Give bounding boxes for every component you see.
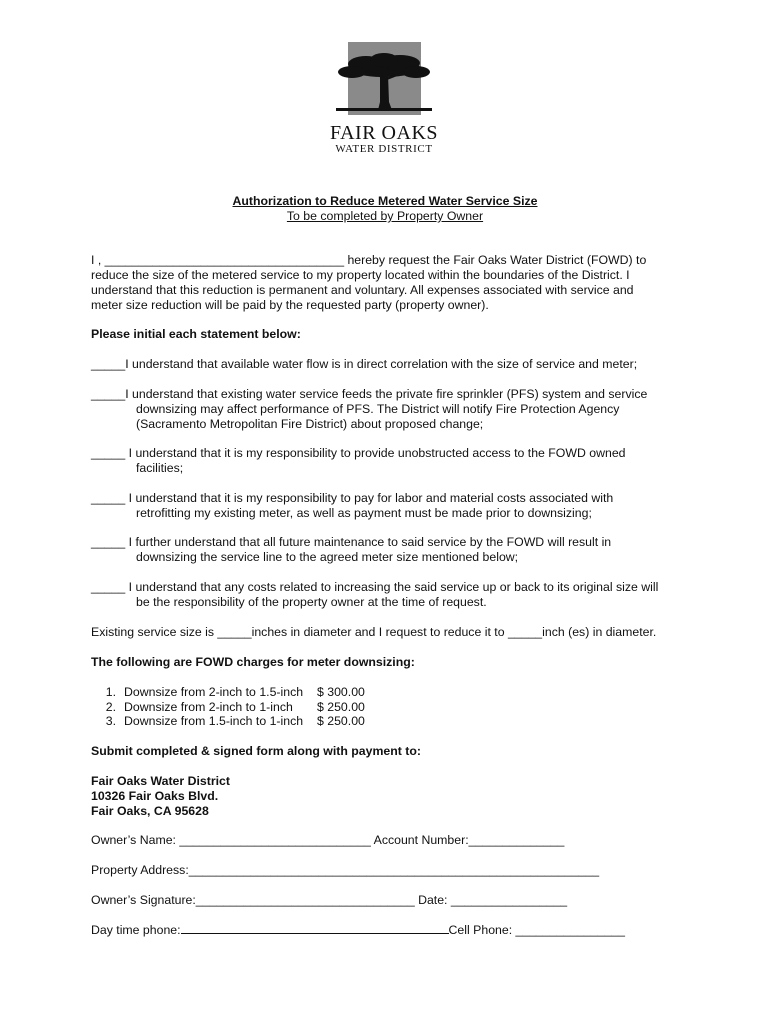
form-title: Authorization to Reduce Metered Water Service Size	[232, 194, 538, 208]
submit-heading: Submit completed & signed form along with payment to:	[91, 744, 421, 758]
address-line-1: Fair Oaks Water District	[91, 774, 230, 788]
intro-line-1: I , ___________________________________ hereby request the Fair Oaks Water District (FOWD) to	[91, 253, 647, 267]
statement-4-line-2: retrofitting my existing meter, as well as payment must be made prior to downsizing;	[136, 506, 592, 520]
property-address-field[interactable]: Property Address:____________________________________________________________	[91, 863, 600, 877]
statement-5-line-1: _____ I further understand that all future maintenance to said service by the FOWD will result in	[91, 535, 612, 549]
charge-price: $ 250.00	[317, 700, 365, 714]
fair-oaks-logo	[322, 42, 446, 162]
day-phone-label: Day time phone:	[91, 923, 181, 937]
charges-heading: The following are FOWD charges for meter downsizing:	[91, 655, 415, 669]
owner-signature-field[interactable]: Owner’s Signature:________________________________ Date: _________________	[91, 893, 568, 907]
statement-4-line-1: _____ I understand that it is my responsibility to pay for labor and material costs associated with	[91, 491, 614, 505]
charge-label: Downsize from 1.5-inch to 1-inch	[124, 714, 304, 728]
charge-price: $ 250.00	[317, 714, 365, 728]
form-subtitle: To be completed by Property Owner	[286, 209, 484, 223]
day-phone-input-line[interactable]	[181, 923, 449, 934]
charge-label: Downsize from 2-inch to 1.5-inch	[124, 685, 304, 699]
charge-label: Downsize from 2-inch to 1-inch	[124, 700, 293, 714]
statement-3-line-1: _____ I understand that it is my responsibility to provide unobstructed access to the FOWD owned	[91, 446, 626, 460]
statement-5-line-2: downsizing the service line to the agreed meter size mentioned below;	[136, 550, 519, 564]
intro-line-2: reduce the size of the metered service to my property located within the boundaries of the District. I	[91, 268, 630, 282]
phone-fields-row	[91, 923, 625, 938]
statement-6-line-1: _____ I understand that any costs related to increasing the said service up or back to its original size will	[91, 580, 659, 594]
charge-number: 3.	[105, 714, 116, 728]
statement-2-line-3: (Sacramento Metropolitan Fire District) about proposed change;	[136, 417, 484, 431]
charge-number: 2.	[105, 700, 116, 714]
charge-number: 1.	[105, 685, 116, 699]
charge-price: $ 300.00	[317, 685, 365, 699]
initial-heading: Please initial each statement below:	[91, 327, 301, 341]
statement-2-line-1: _____I understand that existing water service feeds the private fire sprinkler (PFS) system and service	[91, 387, 648, 401]
statement-2-line-2: downsizing may affect performance of PFS. The District will notify Fire Protection Agency	[136, 402, 620, 416]
intro-line-4: meter size reduction will be paid by the requested party (property owner).	[91, 298, 489, 312]
intro-line-3: understand that this reduction is permanent and voluntary. All expenses associated with service and	[91, 283, 634, 297]
address-line-3: Fair Oaks, CA 95628	[91, 804, 209, 818]
oak-tree-icon	[322, 42, 446, 122]
statement-3-line-2: facilities;	[136, 461, 184, 475]
address-line-2: 10326 Fair Oaks Blvd.	[91, 789, 219, 803]
existing-size-line: Existing service size is _____inches in diameter and I request to reduce it to _____inch (es) in diameter.	[91, 625, 657, 639]
statement-1-line-1: _____I understand that available water flow is in direct correlation with the size of service and meter;	[91, 357, 638, 371]
charge-item	[96, 700, 365, 715]
logo-name-text: FAIR OAKS	[329, 122, 439, 144]
charge-item	[96, 714, 365, 729]
charge-item	[96, 685, 365, 700]
logo-subname-text: WATER DISTRICT	[335, 143, 433, 155]
owner-name-field[interactable]: Owner’s Name: ____________________________ Account Number:______________	[91, 833, 565, 847]
cell-phone-field[interactable]: Cell Phone: ________________	[448, 923, 625, 937]
statement-6-line-2: be the responsibility of the property owner at the time of request.	[136, 595, 487, 609]
